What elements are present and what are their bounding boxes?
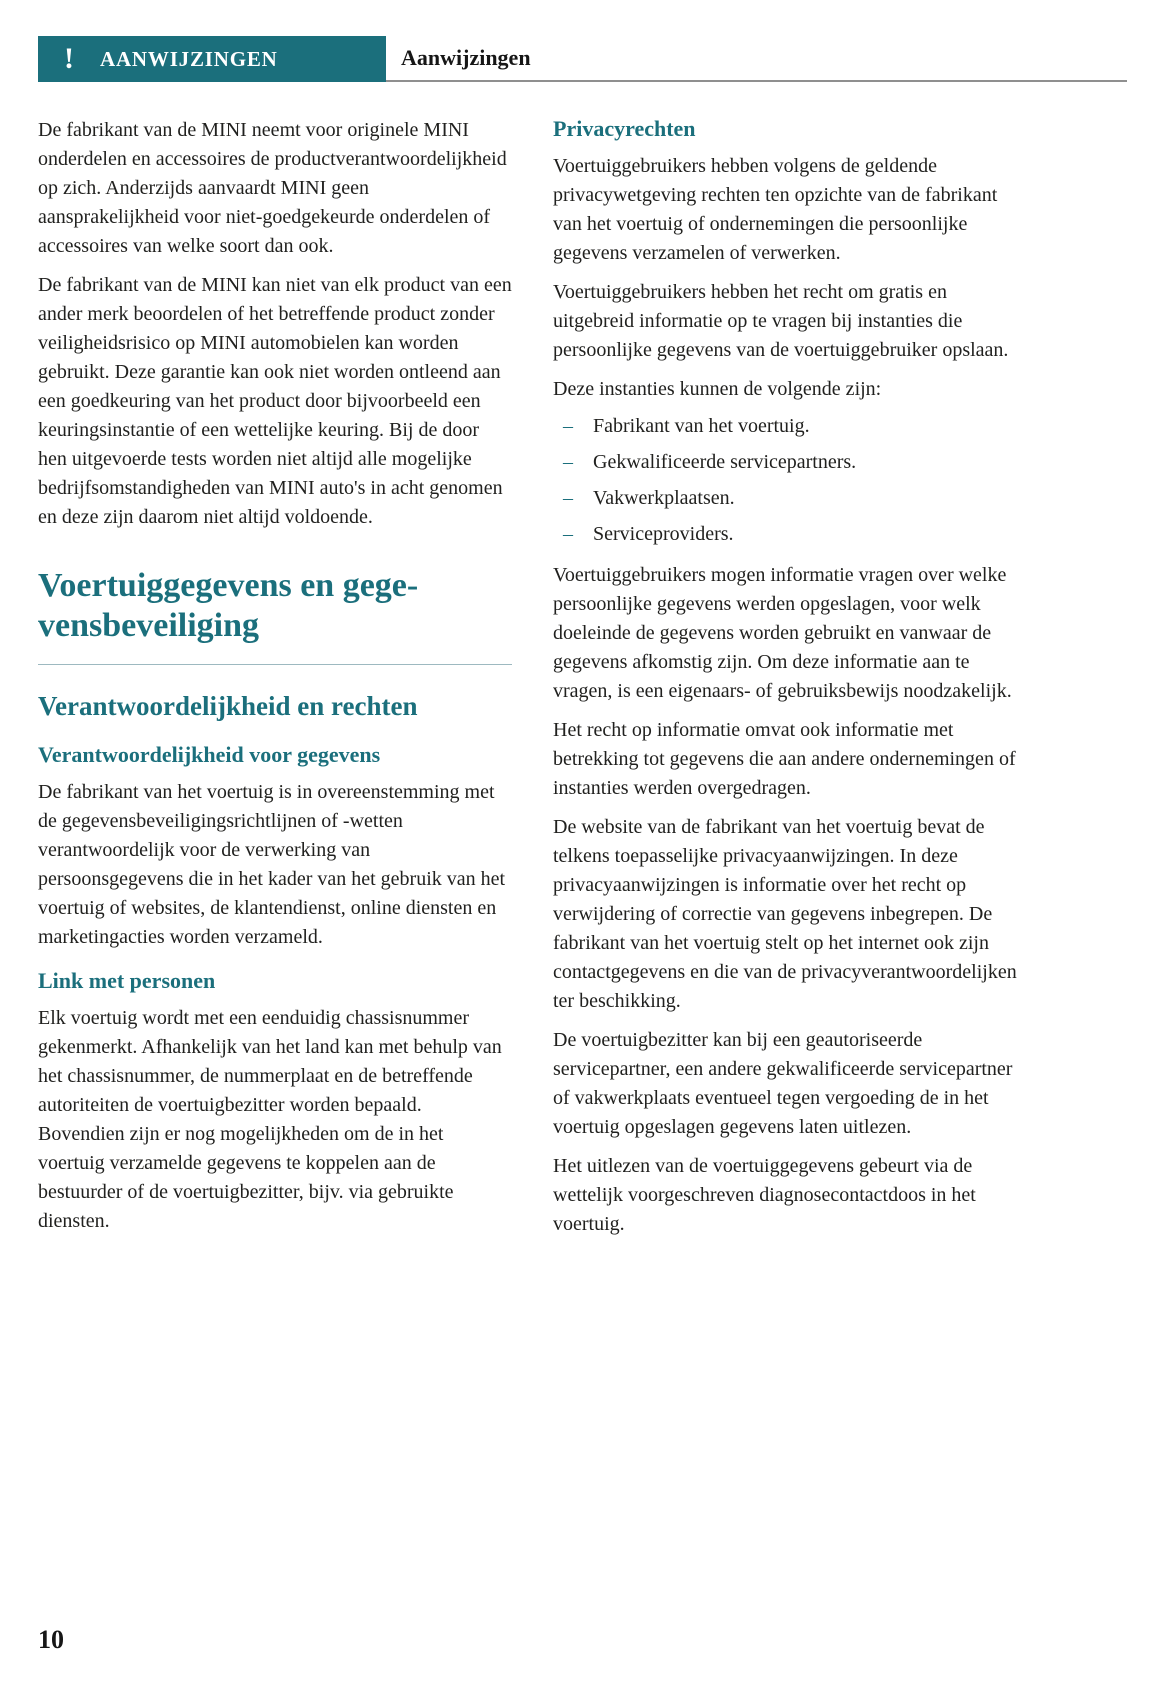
page-header [38, 36, 1127, 82]
page-number: 10 [38, 1625, 64, 1654]
paragraph: Het recht op informatie omvat ook informatie met betrekking tot gegevens die aan andere ondernemingen of instanties werden overgedragen. [553, 719, 1016, 799]
dash-bullet-icon: – [563, 487, 573, 509]
list-item [553, 484, 1027, 513]
page-footer [38, 1625, 64, 1655]
list-item-text: Serviceproviders. [593, 523, 734, 545]
header-title: Aanwijzingen [401, 45, 531, 70]
section-heading: Voertuiggegevens en gegevensbeveiliging [38, 566, 512, 665]
badge-label: AANWIJZINGEN [100, 46, 278, 71]
topic-heading-link-persons: Link met personen [38, 968, 216, 994]
subsection-heading: Verantwoordelijkheid en rechten [38, 691, 418, 722]
exclamation-icon: ! [64, 42, 74, 75]
list-item [553, 412, 1027, 441]
paragraph: Voertuiggebruikers hebben volgens de geldende privacywetgeving rechten ten opzichte van de fabrikant van het voertuig of ondernemingen die persoonlijke gegevens verzamelen of verwerken. [553, 155, 998, 264]
right-column [553, 116, 1027, 1249]
instances-list [553, 412, 1027, 549]
paragraph: Voertuiggebruikers mogen informatie vragen over welke persoonlijke gegevens werden opgeslagen, voor welk doeleinde de gegevens worden gebruikt en vanwaar de gegevens afkomstig zijn. Om deze informatie aan te vragen, is een eigenaars- of gebruiksbewijs noodzakelijk. [553, 564, 1012, 702]
paragraph: De voertuigbezitter kan bij een geautoriseerde servicepartner, een andere gekwalificeerde servicepartner of vakwerkplaats eventueel tegen vergoeding de in het voertuig opgeslagen gegevens laten uitlezen. [553, 1029, 1013, 1138]
paragraph: De fabrikant van het voertuig is in overeenstemming met de gegevensbeveiligingsrichtlijnen of -wetten verantwoordelijk voor de verwerking van persoonsgegevens die in het kader van het gebruik van het voertuig of websites, de klantendienst, online diensten en marketingacties worden verzameld. [38, 781, 506, 949]
content-columns [38, 116, 1165, 1249]
topic-heading-privacy-rights: Privacyrechten [553, 116, 696, 141]
manual-page [0, 36, 1165, 1689]
list-item [553, 448, 1027, 477]
aanwijzingen-badge [38, 36, 386, 82]
list-item-text: Vakwerkplaatsen. [593, 487, 735, 509]
paragraph: Voertuiggebruikers hebben het recht om gratis en uitgebreid informatie op te vragen bij instanties die persoonlijke gegevens van de voertuiggebruiker opslaan. [553, 281, 1009, 361]
dash-bullet-icon: – [563, 415, 573, 437]
list-item [553, 520, 1027, 549]
list-item-text: Fabrikant van het voertuig. [593, 415, 810, 437]
paragraph: De fabrikant van de MINI kan niet van elk product van een ander merk beoordelen of het betreffende product zonder veiligheidsrisico op MINI automobielen kan worden gebruikt. Deze garantie kan ook niet worden ontleend aan een goedkeuring van het product door bijvoorbeeld een keuringsinstantie of een wettelijke keuring. Bij de door hen uitgevoerde tests worden niet altijd alle mogelijke bedrijfsomstandigheden van MINI auto's in acht genomen en deze zijn daarom niet altijd voldoende. [38, 274, 512, 528]
left-column [38, 116, 512, 1249]
header-rule [386, 36, 1127, 82]
list-intro: Deze instanties kunnen de volgende zijn: [553, 378, 882, 400]
dash-bullet-icon: – [563, 451, 573, 473]
paragraph: Elk voertuig wordt met een eenduidig chassisnummer gekenmerkt. Afhankelijk van het land kan met behulp van het chassisnummer, de nummerplaat en de betreffende autoriteiten de voertuigbezitter worden bepaald. Bovendien zijn er nog mogelijkheden om de in het voertuig verzamelde gegevens te koppelen aan de bestuurder of de voertuigbezitter, bijv. via gebruikte diensten. [38, 1007, 502, 1233]
dash-bullet-icon: – [563, 523, 573, 545]
paragraph: Het uitlezen van de voertuiggegevens gebeurt via de wettelijk voorgeschreven diagnosecontactdoos in het voertuig. [553, 1155, 976, 1235]
paragraph: De website van de fabrikant van het voertuig bevat de telkens toepasselijke privacyaanwijzingen. In deze privacyaanwijzingen is informatie over het recht op verwijdering of correctie van gegevens inbegrepen. De fabrikant van het voertuig stelt op het internet ook zijn contactgegevens en die van de privacyverantwoordelijken ter beschikking. [553, 816, 1017, 1012]
paragraph: De fabrikant van de MINI neemt voor originele MINI onderdelen en accessoires de productverantwoordelijkheid op zich. Anderzijds aanvaardt MINI geen aansprakelijkheid voor niet-goedgekeurde onderdelen of accessoires van welke soort dan ook. [38, 119, 507, 257]
topic-heading-data-responsibility: Verantwoordelijkheid voor gegevens [38, 742, 381, 768]
list-item-text: Gekwalificeerde servicepartners. [593, 451, 857, 473]
